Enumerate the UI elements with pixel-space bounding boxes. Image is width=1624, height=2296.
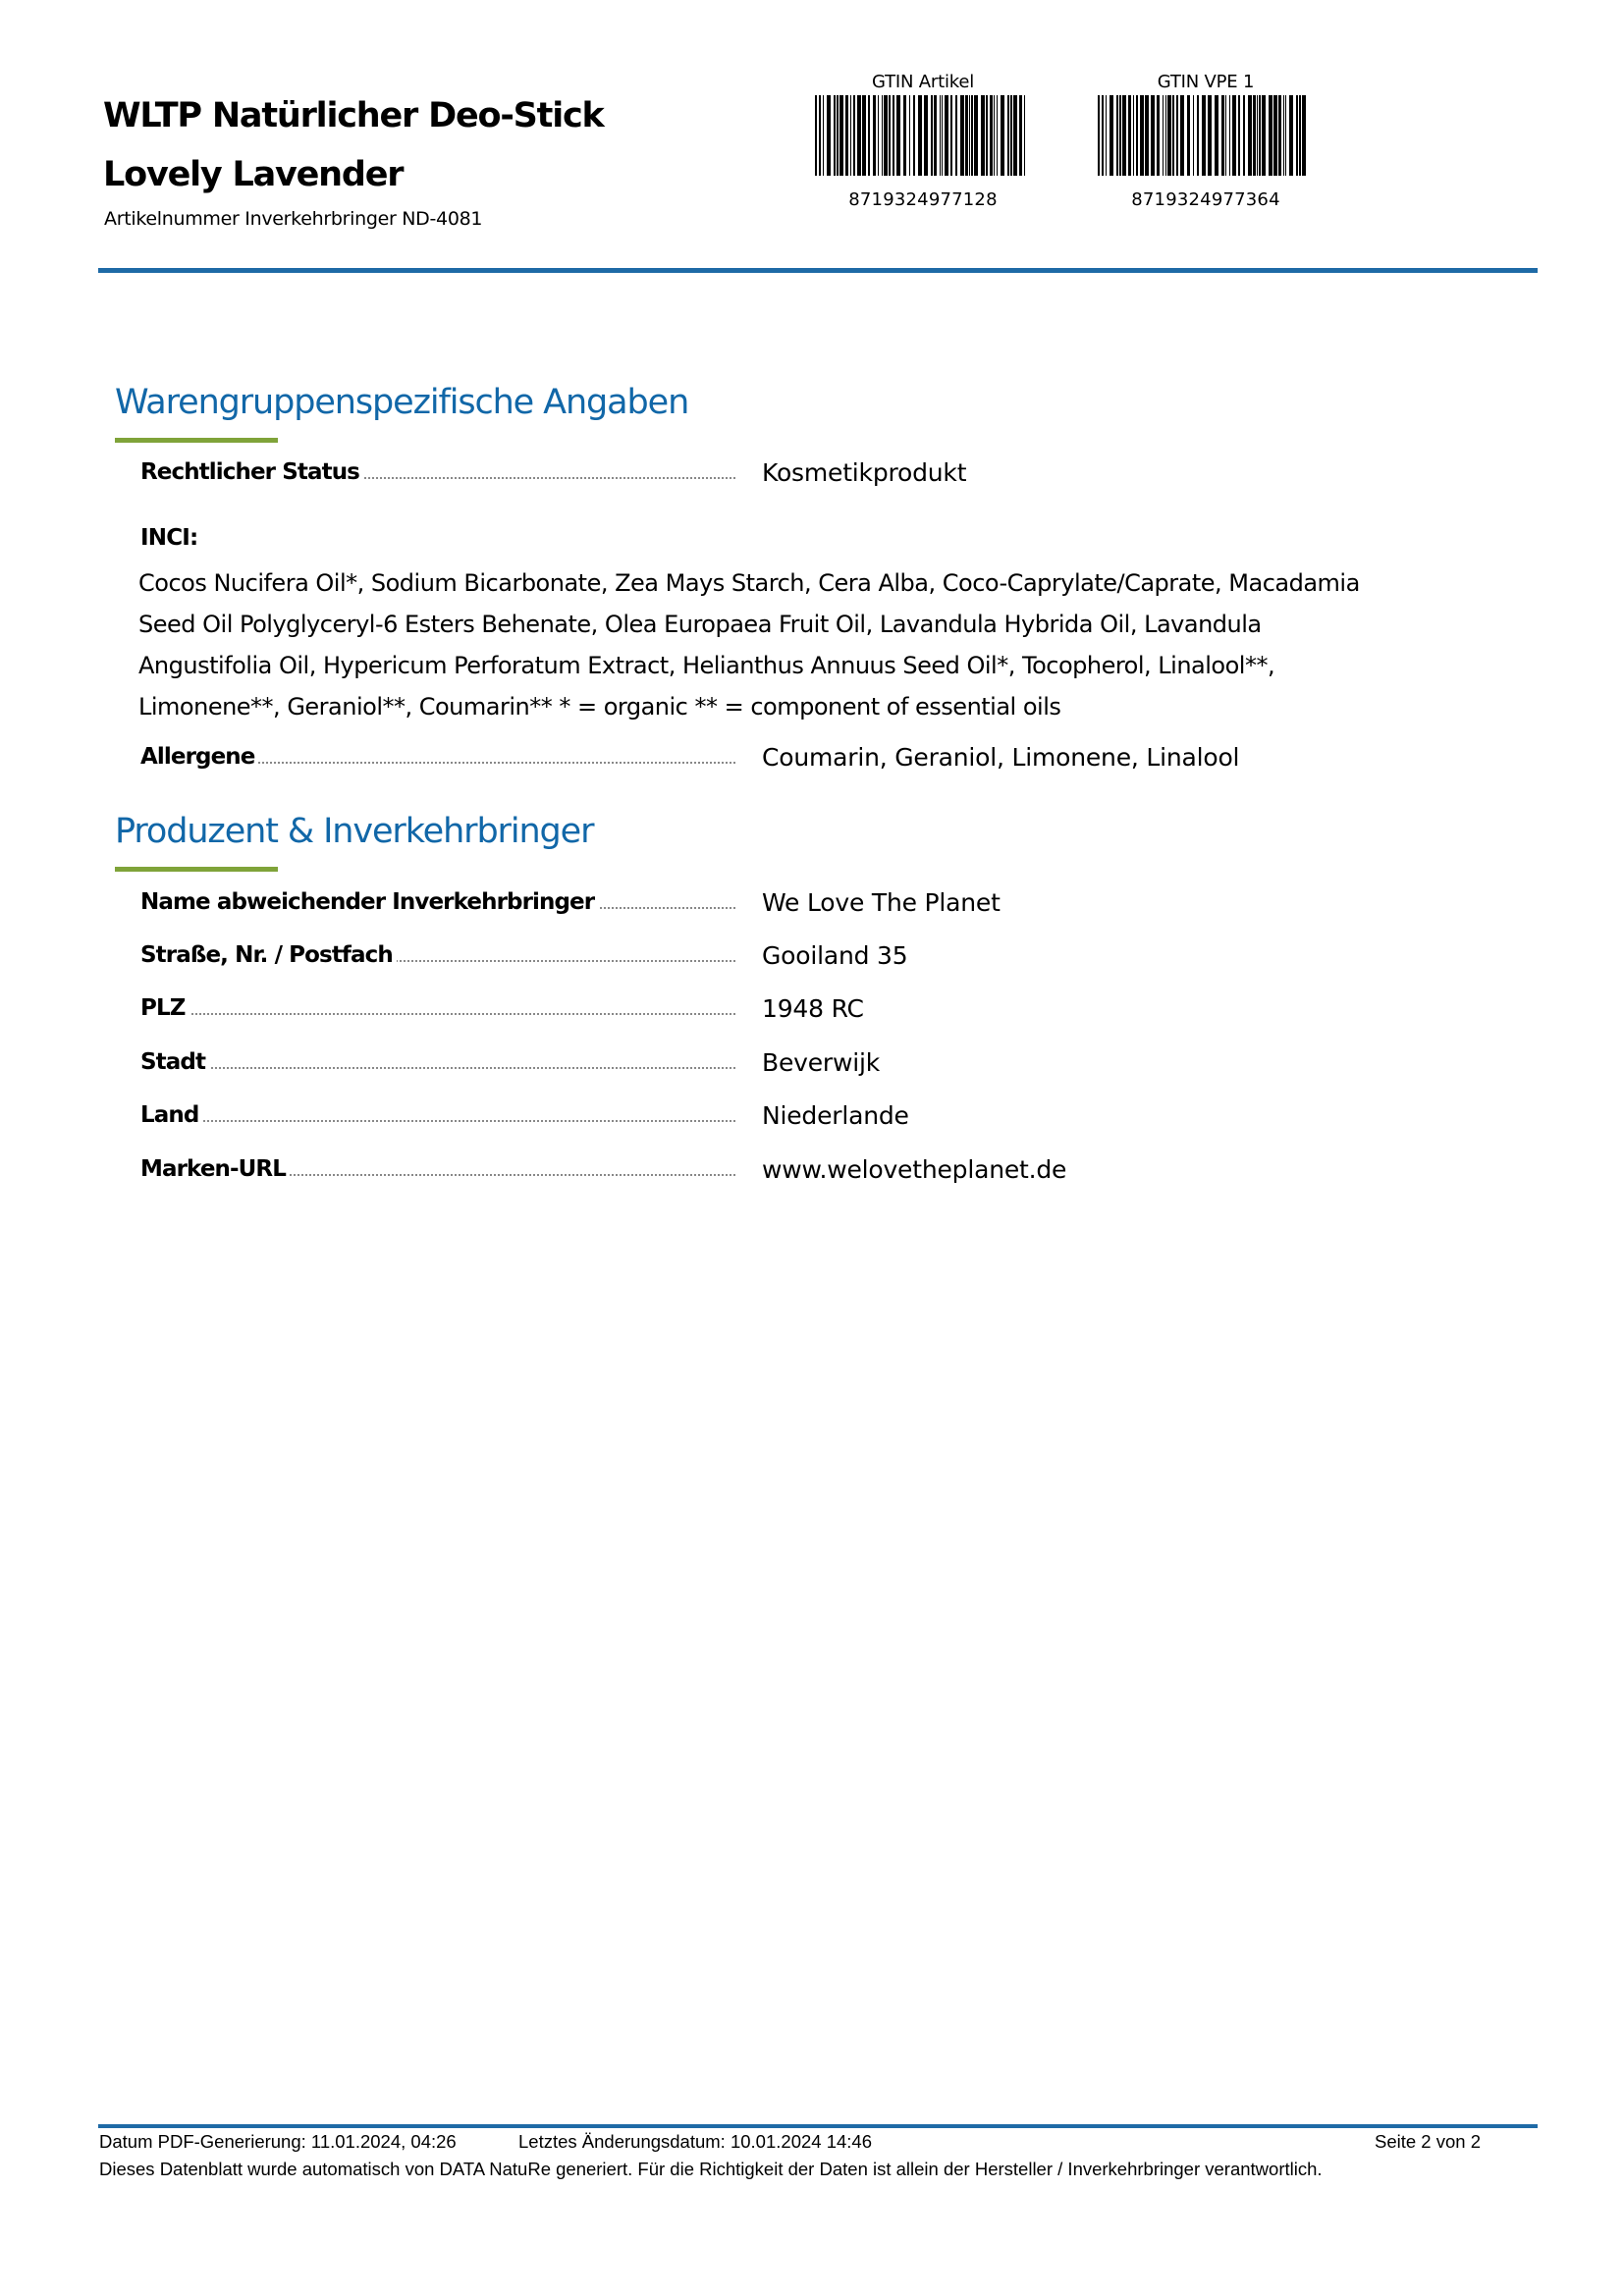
field-allergens [140, 736, 1417, 775]
footer-generated-date: Datum PDF-Generierung: 11.01.2024, 04:26 [99, 2131, 457, 2152]
barcode-icon [1092, 95, 1320, 176]
leader-dots [140, 1120, 735, 1122]
field-value: Coumarin, Geraniol, Limonene, Linalool [762, 743, 1240, 772]
field-value: Beverwijk [762, 1048, 881, 1077]
field-label: Stadt [140, 1049, 209, 1075]
field-label: Allergene [140, 744, 258, 770]
inci-label: INCI: [140, 525, 198, 551]
field-label: Rechtlicher Status [140, 459, 363, 485]
barcode-label: GTIN VPE 1 [1157, 72, 1255, 92]
gtin-article-barcode [805, 72, 1041, 210]
field-distributor-name [140, 881, 1417, 921]
field-brand-url [140, 1148, 1417, 1188]
section-underline [115, 438, 278, 443]
inci-text: Cocos Nucifera Oil*, Sodium Bicarbonate, Zea Mays Starch, Cera Alba, Coco-Caprylate/Caprate, Macadamia Seed Oil Polyglyceryl-6 Esters Behenate, Olea Europaea Fruit Oil, Lavandula Hybrida Oil, Lavandula Angustifolia Oil, Hypericum Perforatum Extract, Helianthus Annuus Seed Oil*, Tocopherol, Linalool**, Limonene**, Geraniol**, Coumarin** * = organic ** = component of essential oils [138, 569, 1360, 721]
product-title: WLTP Natürlicher Deo-Stick Lovely Lavender [103, 96, 604, 194]
footer-disclaimer: Dieses Datenblatt wurde automatisch von DATA NatuRe generiert. Für die Richtigkeit der Daten ist allein der Hersteller / Inverkehrbringer verantwortlich. [99, 2159, 1323, 2179]
field-country [140, 1095, 1417, 1134]
section-title-producer: Produzent & Inverkehrbringer [115, 812, 594, 851]
field-value: Kosmetikprodukt [762, 458, 967, 487]
field-label: Name abweichender Inverkehrbringer [140, 889, 598, 915]
header-divider [98, 268, 1538, 273]
barcode-icon [809, 95, 1037, 176]
field-label: Land [140, 1102, 202, 1128]
footer-page-number: Seite 2 von 2 [1375, 2131, 1481, 2152]
barcode-number: 8719324977128 [848, 189, 998, 210]
field-label: Marken-URL [140, 1156, 290, 1182]
field-label: PLZ [140, 995, 189, 1021]
field-value: Niederlande [762, 1101, 909, 1130]
barcode-number: 8719324977364 [1131, 189, 1280, 210]
field-city [140, 1041, 1417, 1081]
section-underline [115, 867, 278, 872]
leader-dots [140, 1067, 735, 1069]
field-label: Straße, Nr. / Postfach [140, 942, 397, 968]
barcode-label: GTIN Artikel [871, 72, 975, 92]
section-title-product-info: Warengruppenspezifische Angaben [115, 383, 689, 422]
footer-divider [98, 2124, 1538, 2128]
gtin-vpe-barcode [1088, 72, 1324, 210]
field-value: Gooiland 35 [762, 941, 908, 970]
field-value: 1948 RC [762, 994, 864, 1023]
field-street [140, 934, 1417, 974]
footer-changed-date: Letztes Änderungsdatum: 10.01.2024 14:46 [518, 2131, 872, 2152]
leader-dots [140, 1013, 735, 1015]
article-number: Artikelnummer Inverkehrbringer ND-4081 [104, 208, 483, 230]
field-value: We Love The Planet [762, 888, 1001, 917]
field-postcode [140, 988, 1417, 1027]
field-legal-status [140, 452, 1417, 491]
field-value: www.welovetheplanet.de [762, 1155, 1067, 1184]
